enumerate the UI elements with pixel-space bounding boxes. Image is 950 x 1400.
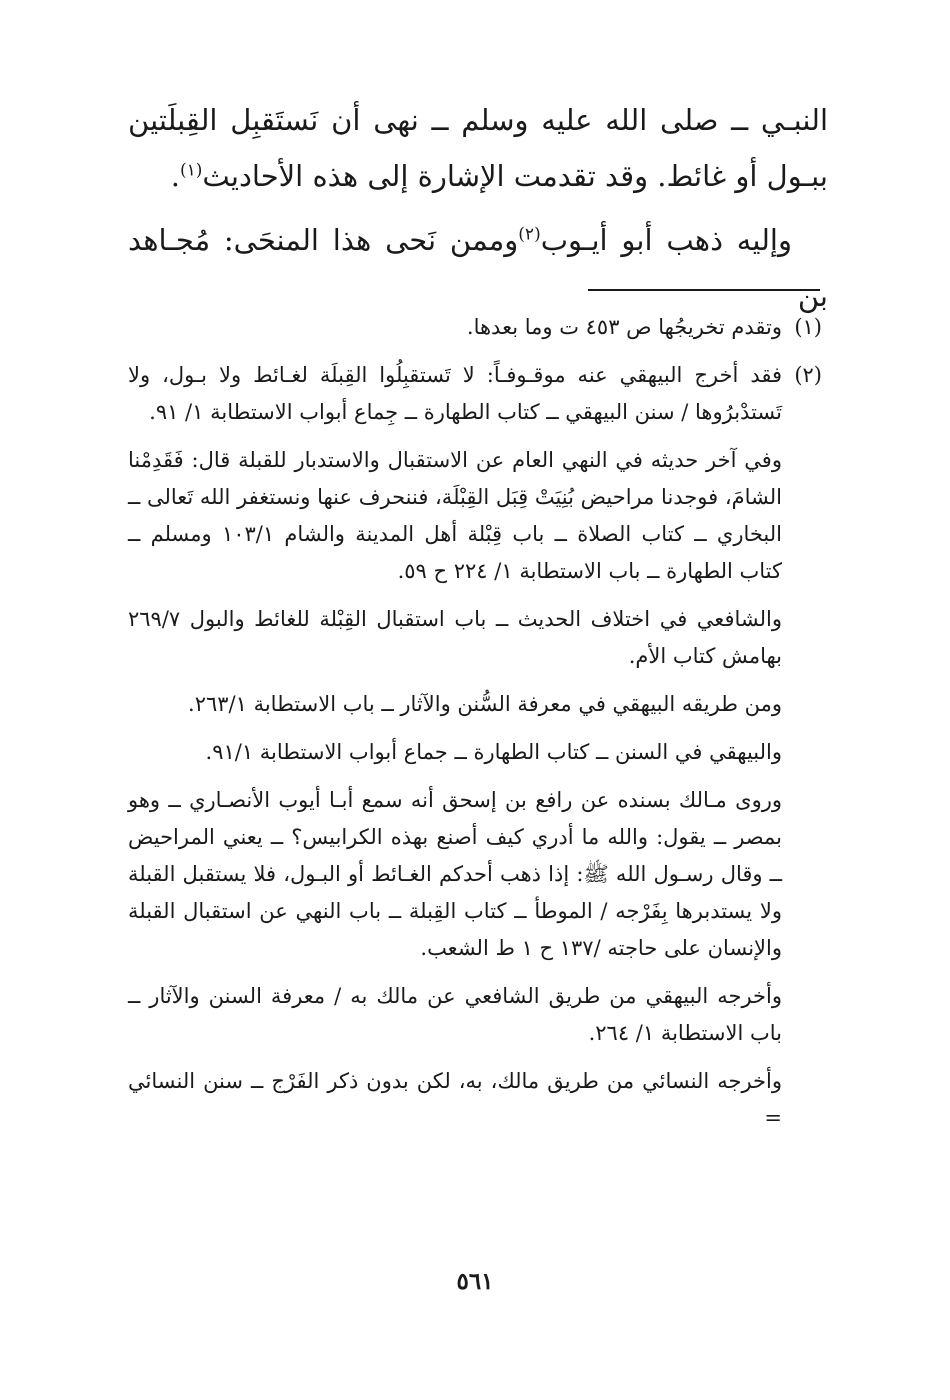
main-paragraph-1-text: النبـي ــ صلى الله عليه وسلم ــ نهى أن نَستَقبِل القِبلَتين ببـول أو غائط. وقد تقدمت الإشارة إلى هذه الأحاديث bbox=[128, 103, 828, 193]
footnote-text: فقد أخرج البيهقي عنه موقـوفـاً: لا تَستقبِلُوا القِبلَة لغـائط ولا بـول، ولا تَستدْبرُوها / سنن البيهقي ــ كتاب الطهارة ــ جِماع أبواب الاستطابة ١/ ٩١. bbox=[128, 363, 782, 424]
main-paragraph-2-start: وإليه ذهب أبو أيـوب bbox=[540, 223, 792, 257]
footnote-paragraph: وأخرجه النسائي من طريق مالك، به، لكن بدون ذكر الفَرْج ــ سنن النسائي = bbox=[128, 1069, 782, 1130]
footnotes bbox=[128, 309, 822, 1148]
footnote-text: وتقدم تخريجُها ص ٤٥٣ ت وما بعدها. bbox=[466, 315, 782, 339]
footnote-paragraph: والشافعي في اختلاف الحديث ــ باب استقبال القِبْلة للغائط والبول ٢٦٩/٧ بهامش كتاب الأم. bbox=[128, 607, 782, 668]
footnote-separator bbox=[588, 289, 820, 291]
footnote-paragraph: ومن طريقه البيهقي في معرفة السُّنن والآثار ــ باب الاستطابة ٢٦٣/١. bbox=[188, 692, 782, 716]
footnote-number: (١) bbox=[794, 315, 822, 339]
footnote-1 bbox=[128, 309, 822, 346]
footnote-paragraph: وفي آخر حديثه في النهي العام عن الاستقبال والاستدبار للقبلة قال: فَقَدِمْنا الشامَ، فوجدنا مراحيض بُنِيَتْ قِبَل القِبْلَة، فننحرف عنها ونستغفر الله تَعالى ــ البخاري ــ كتاب الصلاة ــ باب قِبْلة أهل المدينة والشام ١٠٣/١ ومسلم ــ كتاب الطهارة ــ باب الاستطابة ١/ ٢٢٤ ح ٥٩. bbox=[127, 448, 782, 583]
footnote-paragraph: والبيهقي في السنن ــ كتاب الطهارة ــ جماع أبواب الاستطابة ٩١/١. bbox=[205, 740, 782, 764]
page-number: ٥٦١ bbox=[456, 1268, 494, 1295]
main-paragraph-2-end: وممن نَحى هذا المنحَى: مُجـاهد بن bbox=[128, 223, 828, 313]
footnote-paragraph: وروى مـالك بسنده عن رافع بن إسحق أنه سمع أبـا أيوب الأنصـاري ــ وهو بمصر ــ يقول: والله ما أدري كيف أصنع بهذه الكرابيس؟ ــ يعني المراحيض ــ وقال رسـول الله ﷺ: إذا ذهب أحدكم الغـائط أو البـول، فلا يستقبل القبلة ولا يستدبرها بِفَرْجه / الموطأ ــ كتاب القِبلة ــ باب النهي عن استقبال القبلة والإنسان على حاجته /١٣٧ ح ١ ط الشعب. bbox=[128, 788, 782, 960]
main-paragraph-2 bbox=[128, 212, 828, 324]
footnote-ref-1[interactable]: (١) bbox=[179, 160, 203, 181]
footnote-ref-2[interactable]: (٢) bbox=[518, 224, 541, 245]
footnote-2 bbox=[128, 357, 822, 431]
footnote-number: (٢) bbox=[794, 363, 822, 387]
main-paragraph-1 bbox=[128, 92, 828, 204]
footnote-paragraph: وأخرجه البيهقي من طريق الشافعي عن مالك به / معرفة السنن والآثار ــ باب الاستطابة ١/ ٢٦٤. bbox=[128, 984, 782, 1045]
main-paragraph-1-end: . bbox=[170, 159, 180, 193]
